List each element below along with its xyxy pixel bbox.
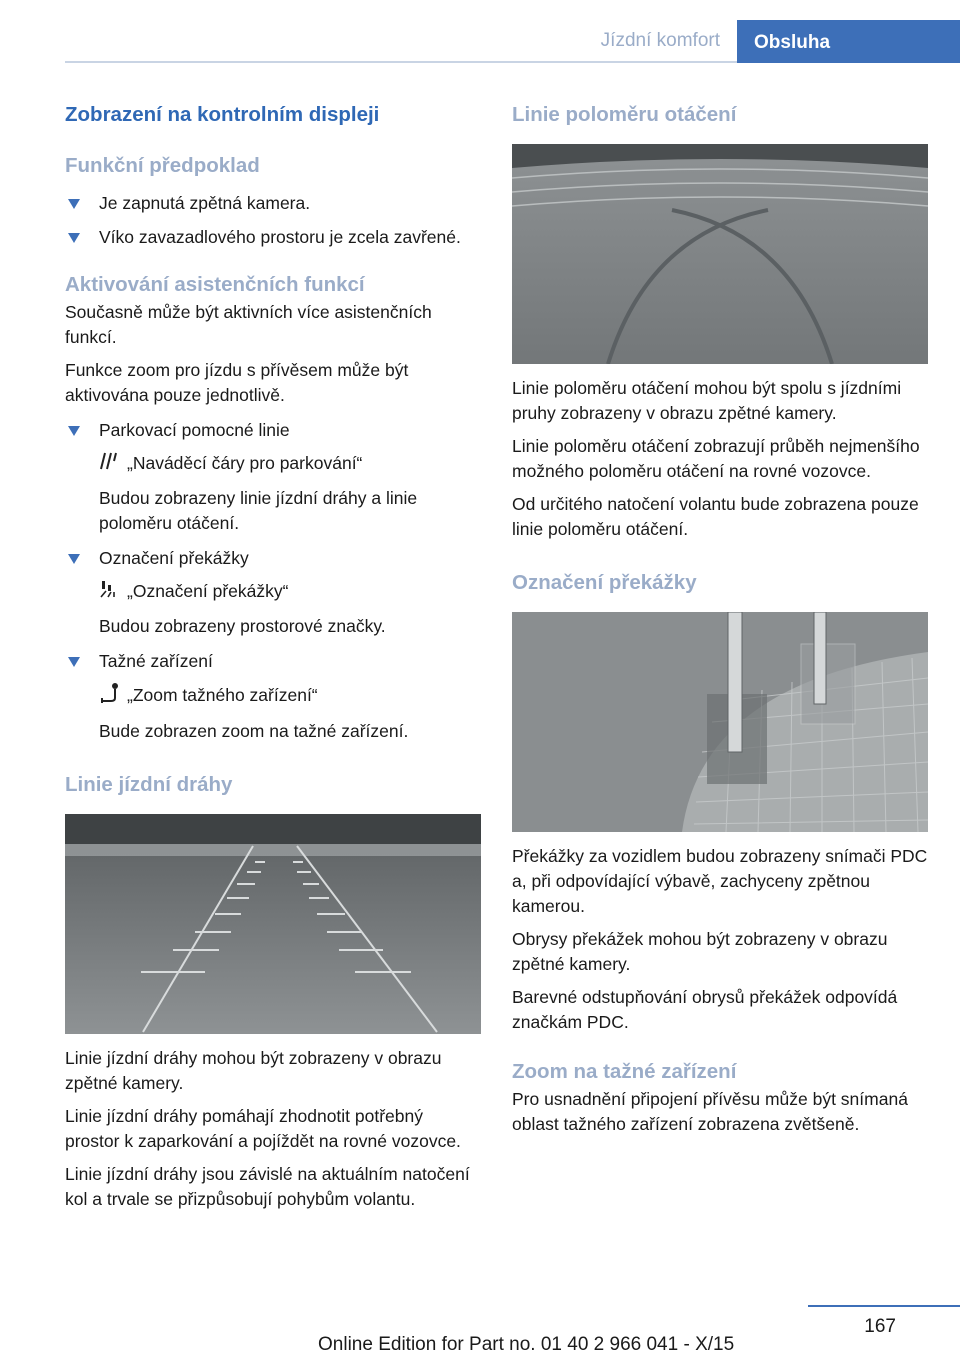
function-button-row — [65, 451, 481, 478]
header-tab: Obsluha — [737, 20, 960, 63]
obstacle-marking-icon — [99, 579, 127, 606]
function-description: Budou zobrazeny prostorové značky. — [99, 616, 386, 636]
paragraph: Linie poloměru otáčení mohou být spolu s jízdními pruhy zobrazeny v obrazu zpětné kamery. — [512, 378, 902, 423]
bullet-icon — [68, 199, 80, 209]
page-number: 167 — [864, 1316, 896, 1337]
right-column — [512, 100, 928, 1137]
turning-radius-image — [512, 144, 928, 364]
left-column — [65, 100, 481, 1212]
list-item: Víko zavazadlového prostoru je zcela zavřené. — [65, 225, 481, 250]
function-button-row — [65, 682, 481, 711]
paragraph: Funkce zoom pro jízdu s přívěsem může být aktivována pouze jednotlivě. — [65, 360, 409, 405]
list-item: Parkovací pomocné linie — [65, 418, 481, 443]
obstacle-image — [512, 612, 928, 832]
heading-activation: Aktivování asistenčních funkcí — [65, 273, 365, 296]
parking-lines-icon — [99, 451, 127, 478]
header-section: Jízdní komfort — [600, 30, 720, 51]
bullet-icon — [68, 657, 80, 667]
tow-hitch-icon — [99, 682, 127, 711]
heading-turning-radius: Linie poloměru otáčení — [512, 103, 737, 126]
edition-note: Online Edition for Part no. 01 40 2 966 041 - X/15 — [318, 1334, 735, 1355]
function-description: Budou zobrazeny linie jízdní dráhy a linie poloměru otáčení. — [99, 488, 418, 533]
list-item: Tažné zařízení — [65, 649, 481, 674]
function-button-label: „Naváděcí čáry pro parkování“ — [127, 453, 363, 474]
list-item: Je zapnutá zpětná kamera. — [65, 191, 481, 216]
list-item: Označení překážky — [65, 546, 481, 571]
function-button-label: „Zoom tažného zařízení“ — [127, 685, 318, 706]
function-button-row — [65, 579, 481, 606]
paragraph: Linie jízdní dráhy jsou závislé na aktuálním natočení kol a trvale se přizpůsobují pohybům volantu. — [65, 1164, 470, 1209]
function-button-label: „Označení překážky“ — [127, 581, 289, 602]
paragraph: Barevné odstupňování obrysů překážek odpovídá značkám PDC. — [512, 987, 898, 1032]
bullet-icon — [68, 233, 80, 243]
paragraph: Linie jízdní dráhy pomáhají zhodnotit potřebný prostor k zaparkování a pojíždět na rovné vozovce. — [65, 1106, 461, 1151]
lane-lines-image — [65, 814, 481, 1034]
footer-rule — [808, 1305, 960, 1307]
heading-tow-zoom: Zoom na tažné zařízení — [512, 1060, 737, 1083]
heading-lane-lines: Linie jízdní dráhy — [65, 773, 233, 796]
paragraph: Překážky za vozidlem budou zobrazeny snímači PDC a, při odpovídající výbavě, zachyceny zpětnou kamerou. — [512, 846, 928, 916]
heading-obstacle: Označení překážky — [512, 571, 697, 594]
bullet-icon — [68, 426, 80, 436]
paragraph: Obrysy překážek mohou být zobrazeny v obrazu zpětné kamery. — [512, 929, 888, 974]
function-description: Bude zobrazen zoom na tažné zařízení. — [99, 721, 409, 741]
paragraph: Pro usnadnění připojení přívěsu může být snímaná oblast tažného zařízení zobrazena zvětšeně. — [512, 1089, 908, 1134]
bullet-icon — [68, 554, 80, 564]
paragraph: Linie poloměru otáčení zobrazují průběh nejmenšího možného poloměru otáčení na rovné vozovce. — [512, 436, 920, 481]
paragraph: Současně může být aktivních více asistenčních funkcí. — [65, 302, 432, 347]
heading-display: Zobrazení na kontrolním displeji — [65, 103, 380, 126]
heading-prerequisite: Funkční předpoklad — [65, 154, 260, 177]
paragraph: Linie jízdní dráhy mohou být zobrazeny v obrazu zpětné kamery. — [65, 1048, 442, 1093]
paragraph: Od určitého natočení volantu bude zobrazena pouze linie poloměru otáčení. — [512, 494, 919, 539]
